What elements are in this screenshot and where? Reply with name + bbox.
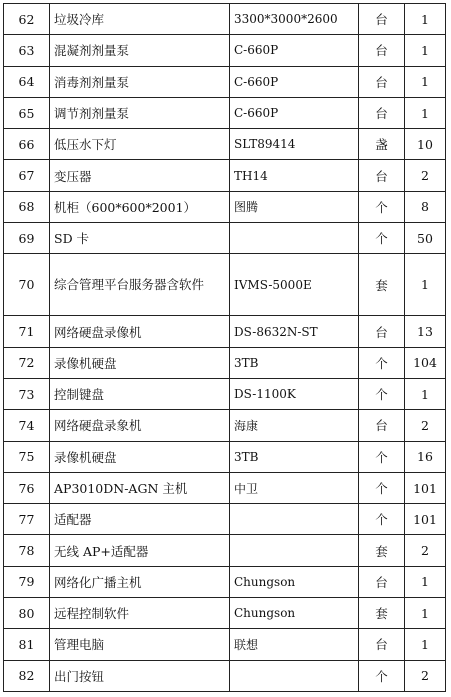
item-model bbox=[230, 504, 359, 535]
item-name: 变压器 bbox=[50, 160, 230, 191]
table-row bbox=[4, 223, 446, 254]
item-name: 管理电脑 bbox=[50, 629, 230, 660]
item-name: 调节剂剂量泵 bbox=[50, 97, 230, 128]
table-row bbox=[4, 472, 446, 503]
row-number: 69 bbox=[4, 223, 50, 254]
row-number: 74 bbox=[4, 410, 50, 441]
item-name: 低压水下灯 bbox=[50, 129, 230, 160]
row-number: 71 bbox=[4, 316, 50, 347]
item-model: 图腾 bbox=[230, 191, 359, 222]
table-row bbox=[4, 629, 446, 660]
item-unit: 台 bbox=[359, 160, 405, 191]
row-number: 79 bbox=[4, 566, 50, 597]
item-model: DS-8632N-ST bbox=[230, 316, 359, 347]
table-row bbox=[4, 4, 446, 35]
item-unit: 个 bbox=[359, 472, 405, 503]
item-quantity: 2 bbox=[405, 410, 446, 441]
item-quantity: 104 bbox=[405, 347, 446, 378]
item-unit: 台 bbox=[359, 410, 405, 441]
item-quantity: 101 bbox=[405, 504, 446, 535]
table-row bbox=[4, 129, 446, 160]
row-number: 78 bbox=[4, 535, 50, 566]
item-unit: 个 bbox=[359, 191, 405, 222]
item-name: 无线 AP+适配器 bbox=[50, 535, 230, 566]
item-quantity: 1 bbox=[405, 254, 446, 316]
table-row bbox=[4, 254, 446, 316]
item-unit: 台 bbox=[359, 566, 405, 597]
item-unit: 台 bbox=[359, 97, 405, 128]
item-quantity: 13 bbox=[405, 316, 446, 347]
item-quantity: 2 bbox=[405, 535, 446, 566]
item-name: 适配器 bbox=[50, 504, 230, 535]
item-model: Chungson bbox=[230, 566, 359, 597]
item-quantity: 1 bbox=[405, 66, 446, 97]
row-number: 80 bbox=[4, 598, 50, 629]
row-number: 72 bbox=[4, 347, 50, 378]
item-model: 3300*3000*2600 bbox=[230, 4, 359, 35]
item-unit: 盏 bbox=[359, 129, 405, 160]
item-name: 出门按钮 bbox=[50, 660, 230, 691]
item-name: 网络硬盘录象机 bbox=[50, 410, 230, 441]
row-number: 82 bbox=[4, 660, 50, 691]
item-model: TH14 bbox=[230, 160, 359, 191]
item-name: 综合管理平台服务器含软件 bbox=[50, 254, 230, 316]
item-model: 联想 bbox=[230, 629, 359, 660]
item-unit: 台 bbox=[359, 316, 405, 347]
table-row bbox=[4, 160, 446, 191]
item-quantity: 1 bbox=[405, 4, 446, 35]
item-quantity: 2 bbox=[405, 160, 446, 191]
item-quantity: 1 bbox=[405, 378, 446, 409]
table-row bbox=[4, 347, 446, 378]
item-unit: 个 bbox=[359, 660, 405, 691]
row-number: 63 bbox=[4, 35, 50, 66]
item-name: 混凝剂剂量泵 bbox=[50, 35, 230, 66]
item-unit: 个 bbox=[359, 378, 405, 409]
item-name: 消毒剂剂量泵 bbox=[50, 66, 230, 97]
item-name: 机柜（600*600*2001） bbox=[50, 191, 230, 222]
table-row bbox=[4, 191, 446, 222]
table-row bbox=[4, 441, 446, 472]
item-unit: 台 bbox=[359, 629, 405, 660]
row-number: 67 bbox=[4, 160, 50, 191]
item-unit: 套 bbox=[359, 598, 405, 629]
table-row bbox=[4, 660, 446, 691]
row-number: 66 bbox=[4, 129, 50, 160]
table-row bbox=[4, 566, 446, 597]
item-quantity: 1 bbox=[405, 629, 446, 660]
item-name: 录像机硬盘 bbox=[50, 347, 230, 378]
item-name: AP3010DN-AGN 主机 bbox=[50, 472, 230, 503]
item-quantity: 1 bbox=[405, 35, 446, 66]
item-model bbox=[230, 223, 359, 254]
row-number: 75 bbox=[4, 441, 50, 472]
item-model: Chungson bbox=[230, 598, 359, 629]
item-name: 录像机硬盘 bbox=[50, 441, 230, 472]
row-number: 64 bbox=[4, 66, 50, 97]
item-unit: 个 bbox=[359, 347, 405, 378]
item-name: 远程控制软件 bbox=[50, 598, 230, 629]
item-model bbox=[230, 660, 359, 691]
item-model: 中卫 bbox=[230, 472, 359, 503]
item-unit: 台 bbox=[359, 35, 405, 66]
item-model: C-660P bbox=[230, 97, 359, 128]
table-body bbox=[4, 4, 446, 692]
table-row bbox=[4, 504, 446, 535]
item-model: 3TB bbox=[230, 441, 359, 472]
item-quantity: 10 bbox=[405, 129, 446, 160]
table-row bbox=[4, 535, 446, 566]
item-quantity: 1 bbox=[405, 598, 446, 629]
row-number: 62 bbox=[4, 4, 50, 35]
item-unit: 个 bbox=[359, 441, 405, 472]
item-quantity: 2 bbox=[405, 660, 446, 691]
item-quantity: 1 bbox=[405, 566, 446, 597]
item-unit: 个 bbox=[359, 504, 405, 535]
equipment-table bbox=[3, 3, 446, 692]
table-row bbox=[4, 97, 446, 128]
item-unit: 套 bbox=[359, 535, 405, 566]
item-name: 网络化广播主机 bbox=[50, 566, 230, 597]
item-model: DS-1100K bbox=[230, 378, 359, 409]
table-row bbox=[4, 598, 446, 629]
item-name: 垃圾冷库 bbox=[50, 4, 230, 35]
item-unit: 台 bbox=[359, 66, 405, 97]
item-quantity: 1 bbox=[405, 97, 446, 128]
row-number: 76 bbox=[4, 472, 50, 503]
table-row bbox=[4, 316, 446, 347]
table-row bbox=[4, 410, 446, 441]
item-model: C-660P bbox=[230, 35, 359, 66]
item-quantity: 101 bbox=[405, 472, 446, 503]
item-name: SD 卡 bbox=[50, 223, 230, 254]
table-row bbox=[4, 35, 446, 66]
item-quantity: 8 bbox=[405, 191, 446, 222]
item-quantity: 50 bbox=[405, 223, 446, 254]
item-unit: 台 bbox=[359, 4, 405, 35]
item-model: SLT89414 bbox=[230, 129, 359, 160]
item-model bbox=[230, 535, 359, 566]
item-model: 3TB bbox=[230, 347, 359, 378]
row-number: 70 bbox=[4, 254, 50, 316]
table-row bbox=[4, 378, 446, 409]
item-name: 网络硬盘录像机 bbox=[50, 316, 230, 347]
item-unit: 个 bbox=[359, 223, 405, 254]
row-number: 73 bbox=[4, 378, 50, 409]
item-model: C-660P bbox=[230, 66, 359, 97]
item-unit: 套 bbox=[359, 254, 405, 316]
item-quantity: 16 bbox=[405, 441, 446, 472]
row-number: 81 bbox=[4, 629, 50, 660]
item-model: IVMS-5000E bbox=[230, 254, 359, 316]
row-number: 77 bbox=[4, 504, 50, 535]
row-number: 68 bbox=[4, 191, 50, 222]
item-model: 海康 bbox=[230, 410, 359, 441]
item-name: 控制键盘 bbox=[50, 378, 230, 409]
row-number: 65 bbox=[4, 97, 50, 128]
table-row bbox=[4, 66, 446, 97]
